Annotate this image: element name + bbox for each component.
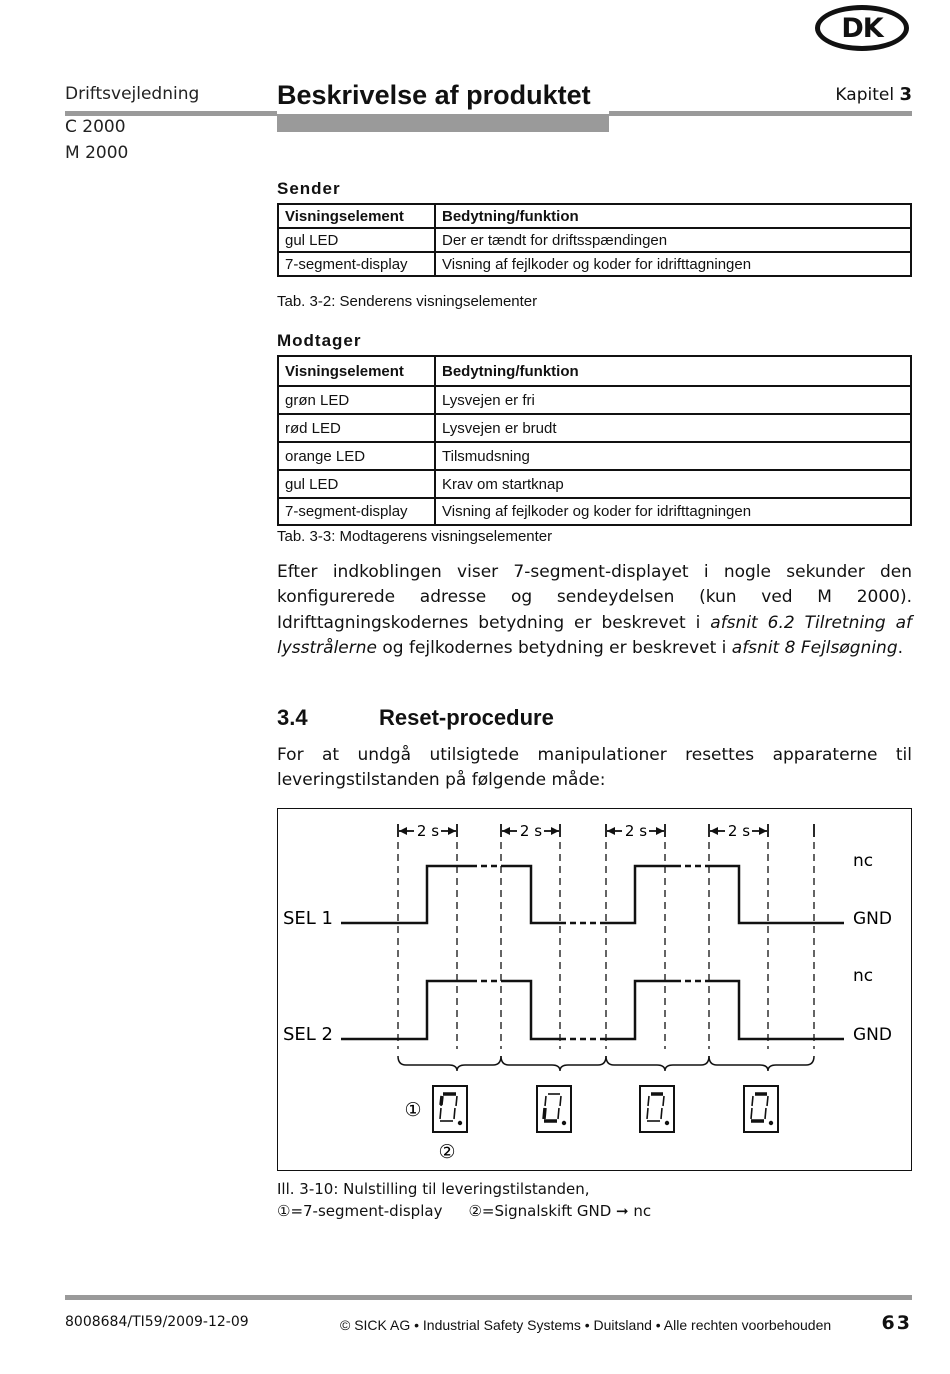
table-cell: Visning af fejlkoder og koder for idrifttagningen [435,252,911,276]
table-header-cell: Visningselement [278,204,435,228]
table-header-cell: Bedytning/funktion [435,356,911,386]
sender-table-caption: Tab. 3-2: Senderens visningselementer [277,293,538,310]
legend-item: ②=Signalskift GND ➞ nc [468,1202,652,1220]
table-cell: Krav om startknap [435,470,911,498]
table-cell: gul LED [278,228,435,252]
paragraph-text: og fejlkodernes betydning er beskrevet i [376,638,732,659]
table-cell: 7-segment-display [278,498,435,525]
language-badge-text: DK [841,12,883,44]
product-name: C 2000 [65,117,126,137]
table-row [278,252,911,276]
paragraph-text: Efter indkoblingen viser 7-segment-displayet i nogle sekunder den konfigurerede adresse og sendeydelsen (kun ved M 2000). Idrifttagningskodernes betydning er beskrevet i [277,562,912,633]
modtager-heading: Modtager [277,331,362,350]
level-label: nc [853,966,874,986]
table-cell: grøn LED [278,386,435,414]
table-row [278,414,911,442]
product-name: M 2000 [65,143,129,163]
sel2-gaps [471,981,709,1039]
signal-label: SEL 2 [283,1024,334,1045]
header-rule-left [65,111,277,116]
seven-segment-display-icon [640,1086,674,1132]
section-reference: afsnit 8 Fejlsøgning [731,638,898,659]
legend-item: ①=7-segment-display [277,1202,443,1220]
page-title: Beskrivelse af produktet [277,80,591,110]
table-row [278,470,911,498]
page-number: 63 [881,1312,912,1334]
chapter-label [835,84,912,105]
table-cell: gul LED [278,470,435,498]
section-heading [277,705,554,731]
header-rule-title [277,114,609,132]
table-cell: Visning af fejlkoder og koder for idrifttagningen [435,498,911,525]
table-header-row [278,356,911,386]
table-row [278,442,911,470]
section-number: 3.4 [277,705,308,730]
sel1-gaps [471,866,709,923]
document-id: 8008684/TI59/2009-12-09 [65,1314,249,1330]
table-cell: Der er tændt for driftsspændingen [435,228,911,252]
level-label: GND [853,909,892,929]
table-header-cell: Bedytning/funktion [435,204,911,228]
reset-timing-figure [277,808,912,1171]
table-cell: Lysvejen er brudt [435,414,911,442]
level-label: nc [853,851,874,871]
copyright: © SICK AG • Industrial Safety Systems • Duitsland • Alle rechten voorbehouden [340,1317,832,1333]
figure-caption: Ill. 3-10: Nulstilling til leveringstilstanden, [277,1180,590,1198]
interval-label: 2 s [416,822,440,840]
callout-marker: ② [438,1141,456,1163]
seven-segment-display-icon [744,1086,778,1132]
callout-marker: ① [404,1099,422,1121]
seven-segment-display-icon [537,1086,571,1132]
seven-segment-display-icon [433,1086,467,1132]
header-rule-right [609,111,912,116]
figure-legend [277,1202,651,1220]
modtager-table [277,355,912,526]
level-label: GND [853,1025,892,1045]
chapter-label-text: Kapitel [835,85,895,105]
section-intro: For at undgå utilsigtede manipulationer resettes apparaterne til leveringstilstanden på følgende måde: [277,745,912,791]
interval-braces [398,1056,814,1071]
interval-markers [398,824,814,837]
sender-heading: Sender [277,179,341,198]
table-cell: rød LED [278,414,435,442]
guide-lines [398,842,814,1049]
sender-table [277,203,912,277]
interval-label: 2 s [727,822,751,840]
body-paragraph [277,560,912,662]
table-header-cell: Visningselement [278,356,435,386]
interval-label: 2 s [624,822,648,840]
timing-diagram [278,809,910,1169]
footer-rule [65,1295,912,1300]
chapter-number: 3 [899,84,912,105]
doc-type: Driftsvejledning [65,84,200,104]
table-cell: Lysvejen er fri [435,386,911,414]
modtager-table-caption: Tab. 3-3: Modtagerens visningselementer [277,528,553,545]
table-cell: 7-segment-display [278,252,435,276]
signal-label: SEL 1 [283,908,334,929]
table-header-row [278,204,911,228]
table-row [278,498,911,525]
table-cell: Tilsmudsning [435,442,911,470]
section-title: Reset-procedure [379,705,554,730]
table-row [278,386,911,414]
table-row [278,228,911,252]
paragraph-text: . [897,638,904,659]
language-badge [815,5,909,51]
section-reference: afsnit 6.2 Tilretning af lysstrålerne [277,612,912,659]
interval-label: 2 s [519,822,543,840]
table-cell: orange LED [278,442,435,470]
